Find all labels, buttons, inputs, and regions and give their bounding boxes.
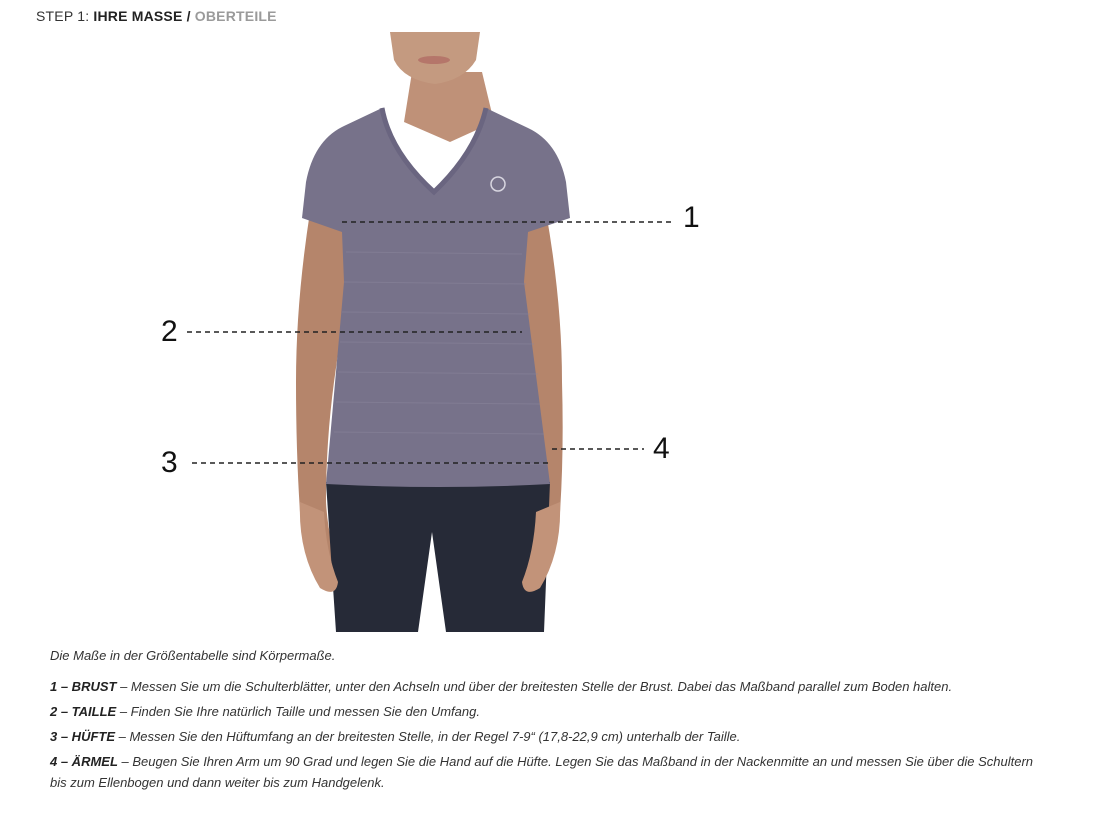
measurement-illustration <box>150 32 710 634</box>
category-label: OBERTEILE <box>194 8 277 24</box>
jeans-shape <box>326 482 550 632</box>
section-label: IHRE MASSE <box>93 8 183 24</box>
instruction-sleeve <box>50 751 1050 793</box>
instruction-key: 3 – HÜFTE <box>50 729 116 744</box>
instruction-key: 2 – TAILLE <box>50 704 117 719</box>
marker-1: 1 <box>683 201 700 234</box>
marker-3: 3 <box>161 446 178 479</box>
marker-2: 2 <box>161 315 178 348</box>
intro-text: Die Maße in der Größentabelle sind Körpermaße. <box>50 648 336 663</box>
measurement-instructions <box>50 648 1050 793</box>
instruction-key: 1 – BRUST <box>50 679 117 694</box>
instruction-key: 4 – ÄRMEL <box>50 754 118 769</box>
step-label: STEP 1: <box>36 8 90 24</box>
mouth-shape <box>418 56 450 64</box>
instruction-text: – Beugen Sie Ihren Arm um 90 Grad und legen Sie die Hand auf die Hüfte. Legen Sie das Maßband in der Nackenmitte an und messen Sie über die Schultern bis zum Ellenbogen und dann weiter bis zum Handgelenk. <box>50 754 1034 790</box>
instruction-text: – Finden Sie Ihre natürlich Taille und messen Sie den Umfang. <box>116 704 480 719</box>
model-figure <box>150 32 710 634</box>
instruction-hip <box>50 726 1050 747</box>
instruction-text: – Messen Sie den Hüftumfang an der breitesten Stelle, in der Regel 7-9“ (17,8-22,9 cm) unterhalb der Taille. <box>115 729 741 744</box>
instruction-bust <box>50 676 1050 697</box>
marker-4: 4 <box>653 432 670 465</box>
step-header <box>36 8 277 24</box>
instruction-waist <box>50 701 1050 722</box>
breadcrumb-separator: / <box>186 8 191 24</box>
instruction-text: – Messen Sie um die Schulterblätter, unter den Achseln und über der breitesten Stelle der Brust. Dabei das Maßband parallel zum Boden halten. <box>116 679 953 694</box>
